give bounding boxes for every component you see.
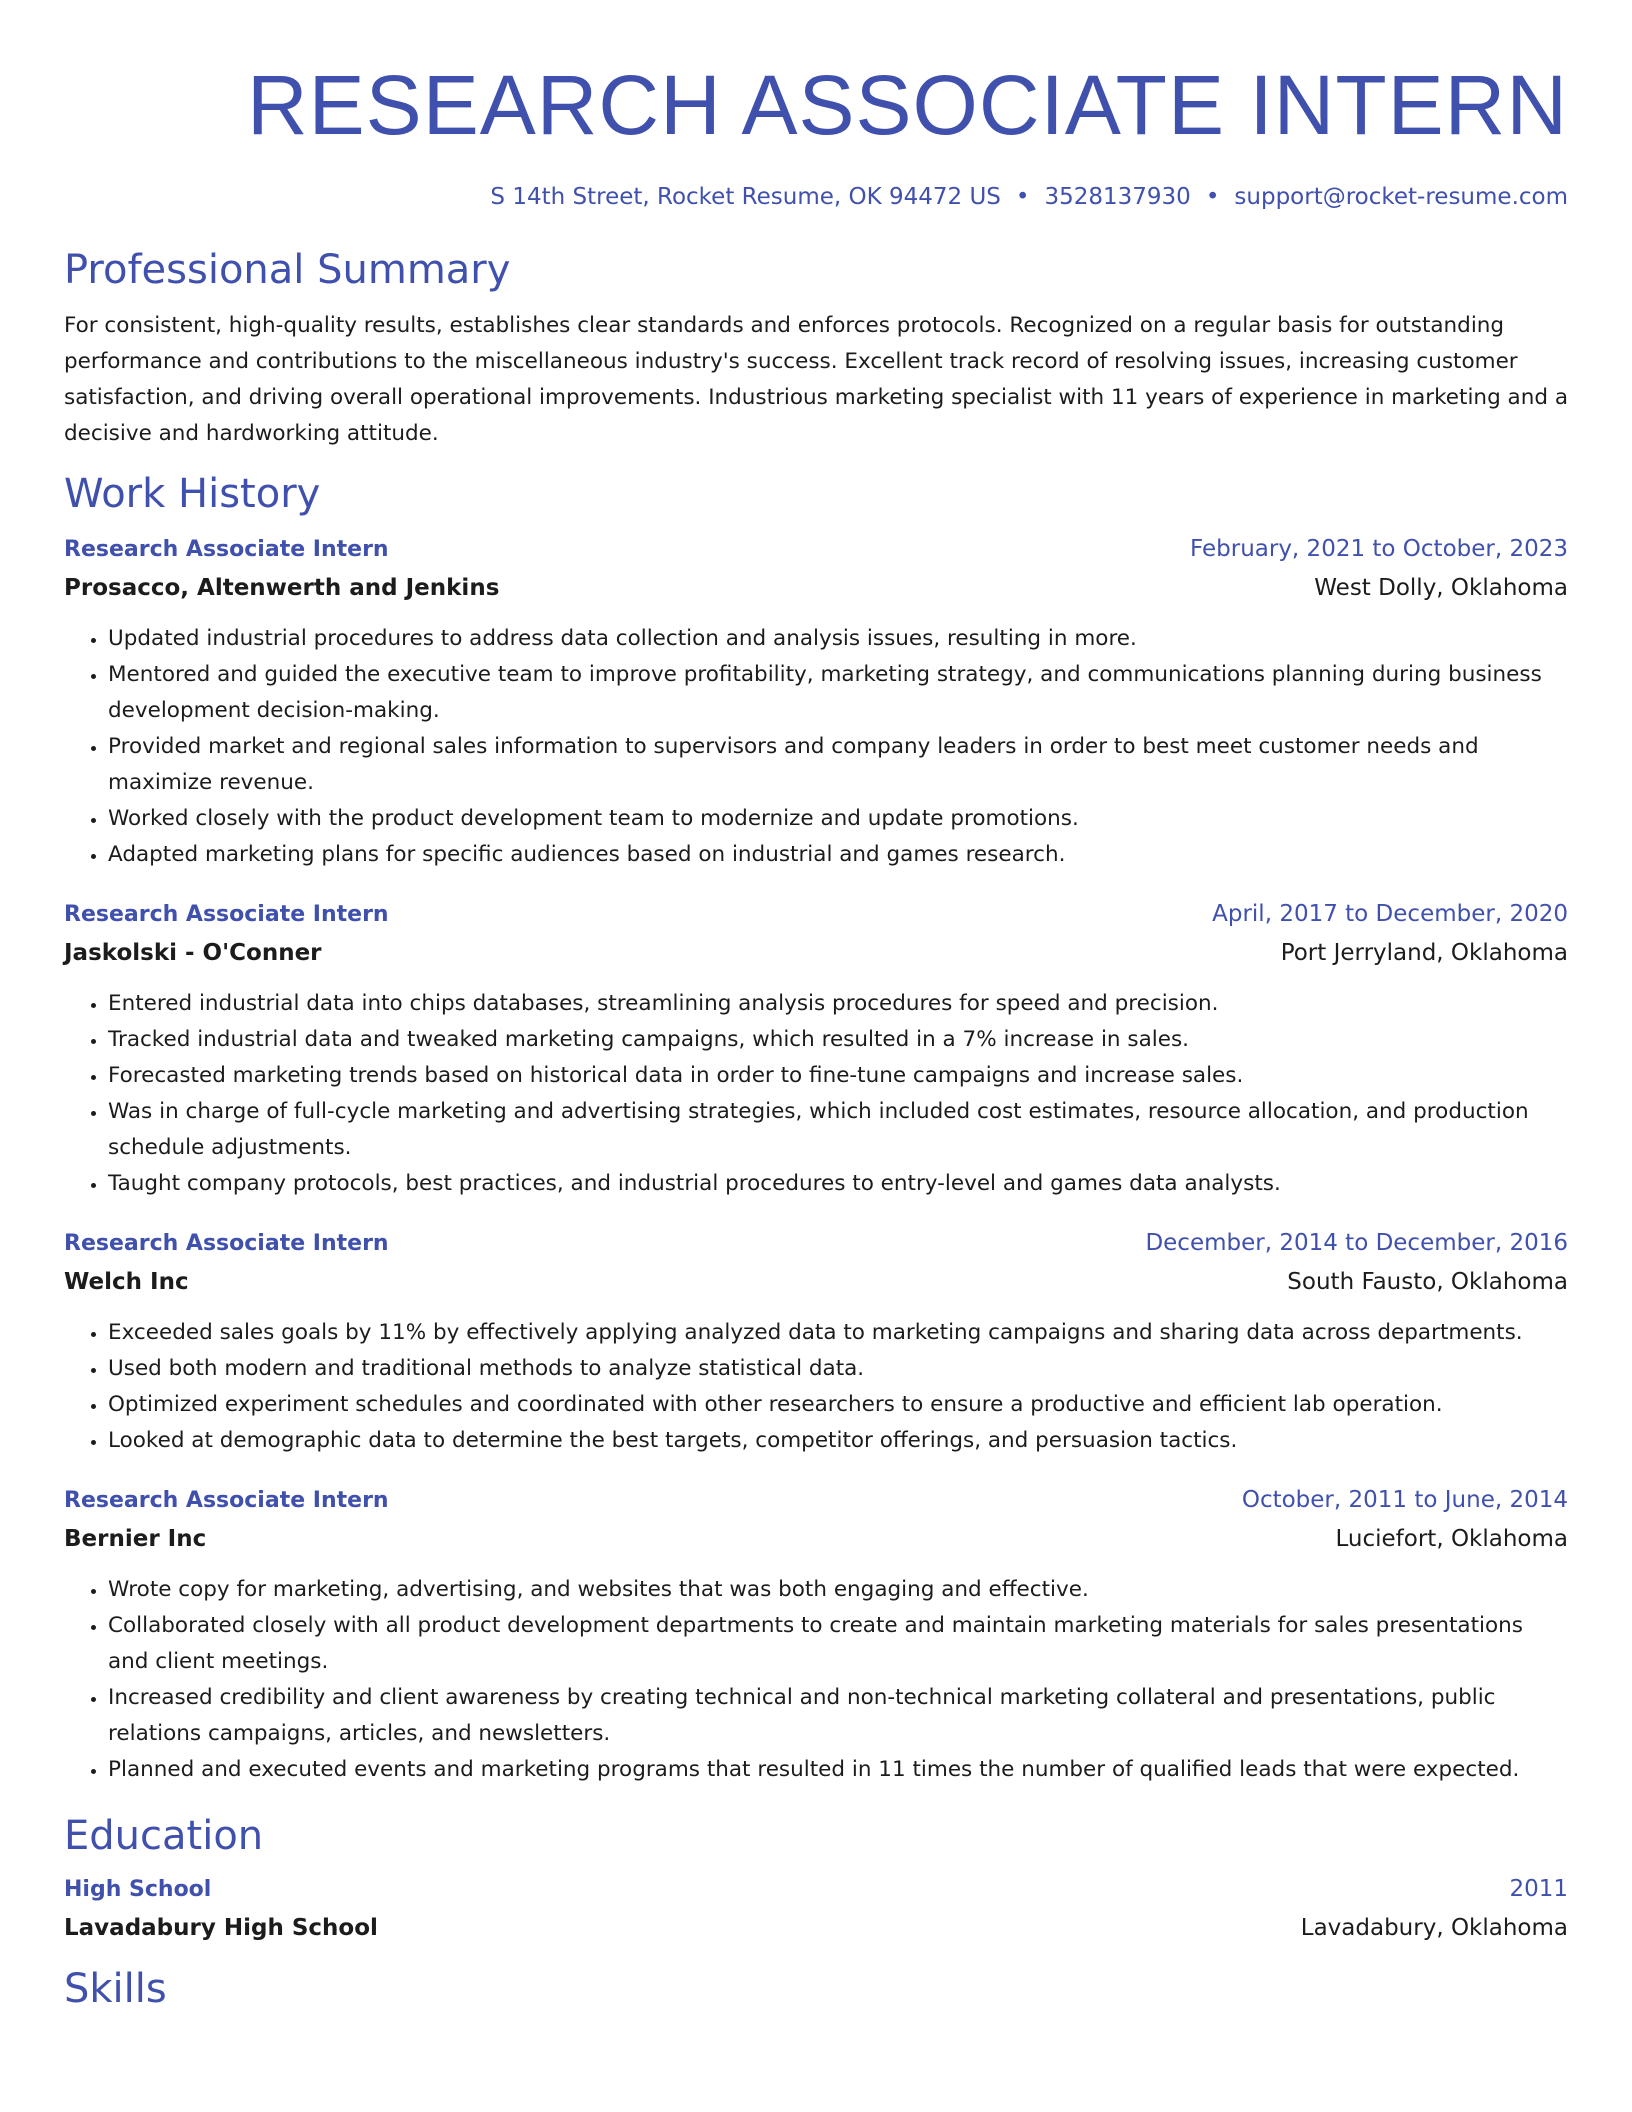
candidate-name: RESEARCH ASSOCIATE INTERN <box>246 58 1568 152</box>
summary-text: For consistent, high-quality results, establishes clear standards and enforces protocols. Recognized on a regular basis for outstanding performance and contributions to the miscellaneous industry's success. Excellent track record of resolving issues, increasing customer satisfaction, and driving overall operational improvements. Industrious marketing specialist with 11 years of experience in marketing and a decisive and hardworking attitude. <box>64 313 1569 446</box>
graduation-year: 2011 <box>1509 1876 1568 1902</box>
address: S 14th Street, Rocket Resume, OK 94472 US <box>490 184 1001 210</box>
job-dates: April, 2017 to December, 2020 <box>1212 901 1568 927</box>
job-entry <box>64 530 1568 873</box>
list-item: • Looked at demographic data to determine the best targets, competitor offerings, and persuasion tactics. <box>108 1423 1568 1459</box>
job-bullets <box>64 1315 1568 1459</box>
job-title: Research Associate Intern <box>64 537 389 562</box>
job-title: Research Associate Intern <box>64 902 389 927</box>
job-title: Research Associate Intern <box>64 1231 389 1256</box>
degree: High School <box>64 1877 212 1902</box>
list-item: • Planned and executed events and marketing programs that resulted in 11 times the number of qualified leads that were expected. <box>108 1752 1568 1788</box>
list-item: • Was in charge of full-cycle marketing and advertising strategies, which included cost estimates, resource allocation, and production schedule adjustments. <box>108 1094 1568 1166</box>
job-location: Port Jerryland, Oklahoma <box>1280 940 1568 966</box>
list-item: • Mentored and guided the executive team to improve profitability, marketing strategy, and communications planning during business development decision-making. <box>108 657 1568 729</box>
list-item: • Used both modern and traditional methods to analyze statistical data. <box>108 1351 1568 1387</box>
separator-dot: • <box>1205 184 1220 210</box>
list-item: • Taught company protocols, best practices, and industrial procedures to entry-level and games data analysts. <box>108 1166 1568 1202</box>
work-history-heading: Work History <box>64 471 321 517</box>
summary-heading: Professional Summary <box>64 247 511 293</box>
school-name: Lavadabury High School <box>64 1915 378 1941</box>
skills-heading: Skills <box>64 1966 167 2012</box>
job-dates: October, 2011 to June, 2014 <box>1241 1487 1568 1513</box>
list-item: • Entered industrial data into chips databases, streamlining analysis procedures for speed and precision. <box>108 986 1568 1022</box>
email-link[interactable]: support@rocket-resume.com <box>1234 184 1568 210</box>
list-item: • Exceeded sales goals by 11% by effectively applying analyzed data to marketing campaigns and sharing data across departments. <box>108 1315 1568 1351</box>
job-dates: February, 2021 to October, 2023 <box>1190 536 1568 562</box>
school-location: Lavadabury, Oklahoma <box>1300 1915 1568 1941</box>
list-item: • Increased credibility and client awareness by creating technical and non-technical marketing collateral and presentations, public relations campaigns, articles, and newsletters. <box>108 1680 1568 1752</box>
list-item: • Provided market and regional sales information to supervisors and company leaders in order to best meet customer needs and maximize revenue. <box>108 729 1568 801</box>
separator-dot: • <box>1015 184 1030 210</box>
list-item: • Worked closely with the product development team to modernize and update promotions. <box>108 801 1568 837</box>
list-item: • Collaborated closely with all product development departments to create and maintain marketing materials for sales presentations and client meetings. <box>108 1608 1568 1680</box>
company-name: Welch Inc <box>64 1269 189 1295</box>
job-bullets <box>64 621 1568 873</box>
job-bullets <box>64 986 1568 1202</box>
list-item: • Tracked industrial data and tweaked marketing campaigns, which resulted in a 7% increase in sales. <box>108 1022 1568 1058</box>
list-item: • Optimized experiment schedules and coordinated with other researchers to ensure a productive and efficient lab operation. <box>108 1387 1568 1423</box>
company-name: Prosacco, Altenwerth and Jenkins <box>64 575 500 601</box>
list-item: • Adapted marketing plans for specific audiences based on industrial and games research. <box>108 837 1568 873</box>
contact-line <box>64 180 1568 214</box>
education-heading: Education <box>64 1813 264 1859</box>
job-entry <box>64 895 1568 1202</box>
education-entry <box>64 1870 1568 1947</box>
job-location: South Fausto, Oklahoma <box>1287 1269 1568 1295</box>
phone: 3528137930 <box>1044 184 1191 210</box>
list-item: • Wrote copy for marketing, advertising, and websites that was both engaging and effective. <box>108 1572 1568 1608</box>
job-entry <box>64 1481 1568 1788</box>
company-name: Jaskolski - O'Conner <box>64 940 322 966</box>
job-dates: December, 2014 to December, 2016 <box>1145 1230 1568 1256</box>
job-location: Luciefort, Oklahoma <box>1335 1526 1568 1552</box>
job-title: Research Associate Intern <box>64 1488 389 1513</box>
list-item: • Updated industrial procedures to address data collection and analysis issues, resulting in more. <box>108 621 1568 657</box>
company-name: Bernier Inc <box>64 1526 207 1552</box>
job-location: West Dolly, Oklahoma <box>1314 575 1568 601</box>
list-item: • Forecasted marketing trends based on historical data in order to fine-tune campaigns and increase sales. <box>108 1058 1568 1094</box>
work-history-list <box>64 530 1568 1788</box>
job-entry <box>64 1224 1568 1459</box>
job-bullets <box>64 1572 1568 1788</box>
